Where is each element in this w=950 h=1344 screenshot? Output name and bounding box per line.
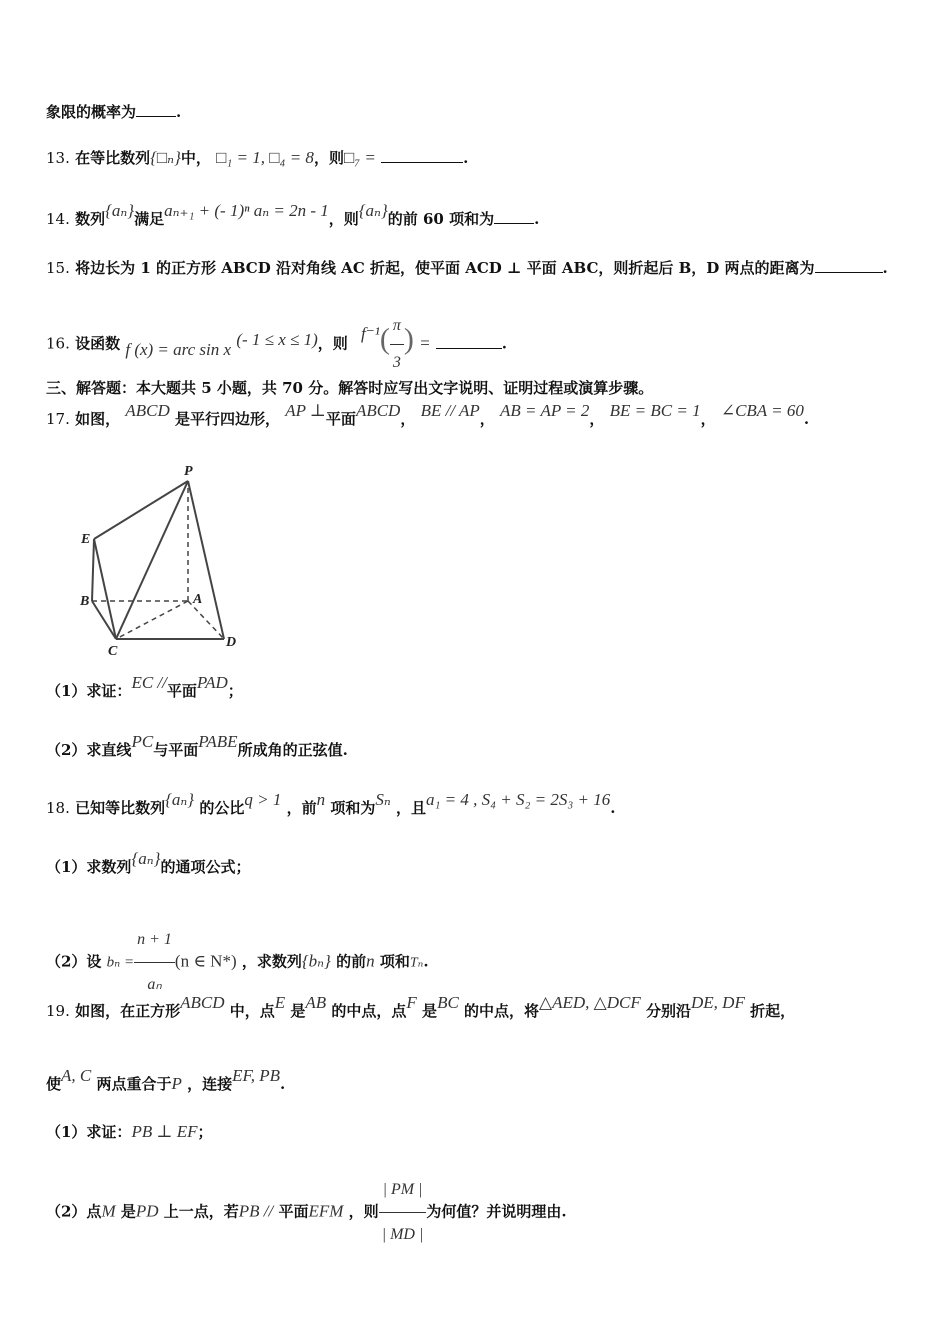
section-heading: 三、解答题：本大题共 5 小题，共 70 分。解答时应写出文字说明、证明过程或演算步骤。: [46, 379, 654, 397]
edge-PD: [188, 481, 224, 639]
q12-tail: 象限的概率为 .: [46, 103, 182, 121]
answer-blank: [381, 148, 463, 163]
q13: 13. 在等比数列{□ₙ}中， □₁ = 1, □₄ = 8，则□₇ = .: [46, 148, 469, 167]
q19-stem-line2: 使A, C 两点重合于P ，连接EF, PB.: [46, 1066, 286, 1093]
q19-part1: （1）求证：PB ⊥ EF；: [46, 1122, 213, 1141]
q14: 14. 数列{aₙ}满足aₙ₊₁ + (- 1)ⁿ aₙ = 2n - 1，则{aₙ}的前 60 项和为 .: [46, 201, 540, 228]
answer-blank: [815, 258, 883, 273]
q18-part1: （1）求数列{aₙ}的通项公式；: [46, 849, 251, 876]
label-C: C: [108, 644, 118, 659]
q17-stem: 17. 如图， ABCD 是平行四边形， AP ⊥平面ABCD， BE // AP， AB = AP = 2， BE = BC = 1， ∠CBA = 60.: [46, 401, 810, 428]
label-E: E: [81, 532, 91, 547]
answer-blank: [436, 334, 502, 349]
answer-blank: [136, 102, 176, 117]
edge-PC: [116, 481, 188, 639]
label-P: P: [184, 464, 193, 479]
edge-EB: [92, 539, 94, 601]
label-D: D: [226, 635, 237, 650]
q19-stem-line1: 19. 如图，在正方形ABCD 中，点E 是AB 的中点，点F 是BC 的中点，将△AED, △DCF 分别沿DE, DF 折起，: [46, 993, 796, 1020]
q18-stem: 18. 已知等比数列{aₙ} 的公比q > 1 ，前n 项和为Sₙ ，且a₁ = 4 , S₄ + S₂ = 2S₃ + 16.: [46, 790, 616, 817]
edge-AC: [116, 601, 188, 639]
answer-blank: [494, 209, 534, 224]
pyramid-figure: [74, 460, 254, 660]
q15: 15. 将边长为 1 的正方形 ABCD 沿对角线 AC 折起，使平面 ACD ⊥ 平面 ABC，则折起后 B，D 两点的距离为 .: [46, 259, 888, 277]
q17-part2: （2）求直线PC与平面PABE所成角的正弦值.: [46, 732, 348, 759]
q17-part1: （1）求证：EC //平面PAD；: [46, 673, 243, 700]
q19-part2: （2）点M 是PD 上一点，若PB // 平面EFM ，则 $\frac{| PM |}{| MD |}$ 为何值？并说明理由.: [46, 1168, 567, 1257]
q18-part2: （2）设 bₙ = $\frac{n + 1}{\text{aₙ}}$ (n ∈ N*) ，求数列{bₙ} 的前n 项和Tₙ.: [46, 918, 429, 1007]
label-B: B: [80, 594, 90, 609]
label-A: A: [193, 592, 203, 607]
edge-EC: [94, 539, 116, 639]
q16: 16. 设函数 f (x) = arc sin x (- 1 ≤ x ≤ 1)，则 f⁻¹( $\frac{\pi}{3}$ ) = .: [46, 308, 507, 381]
